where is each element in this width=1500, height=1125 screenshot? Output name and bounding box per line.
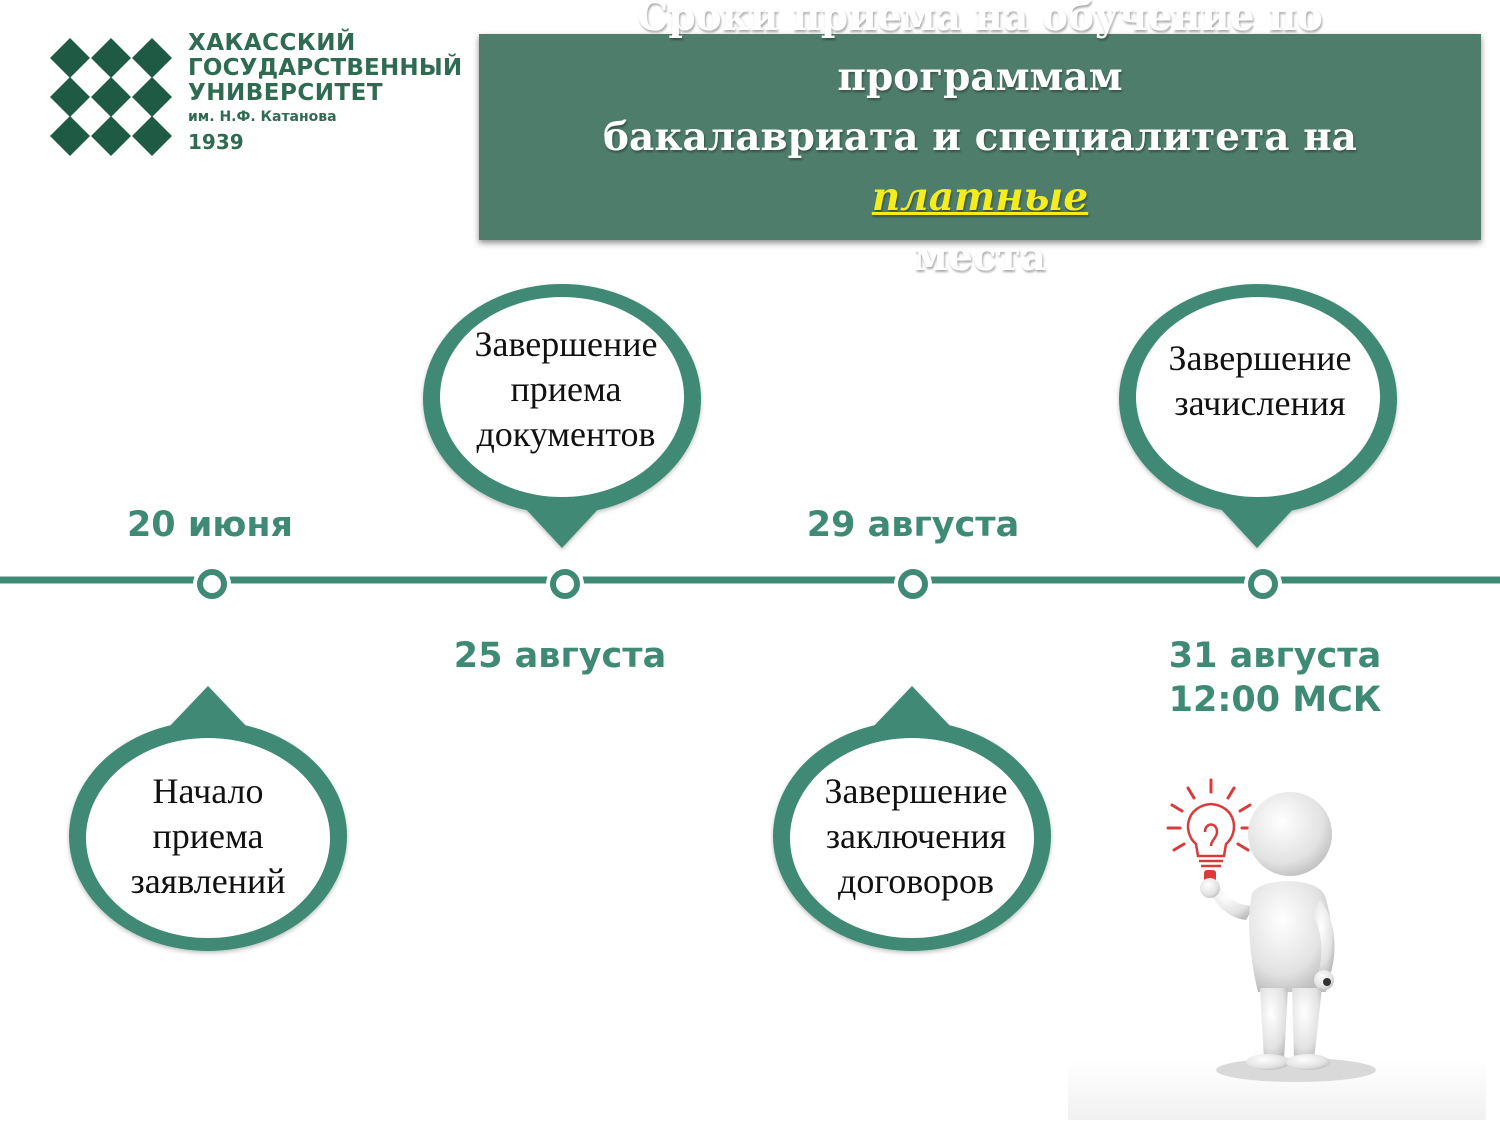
- timeline-node-2: [546, 565, 584, 603]
- bubble-1-line-3: заявлений: [130, 861, 286, 901]
- bubble-2-line-2: приема: [510, 369, 622, 409]
- title-part-2: бакалавриата и специалитета на: [603, 114, 1357, 160]
- title-part-1: Сроки приема на обучение по программам: [637, 0, 1323, 100]
- bubble-3-line-3: договоров: [838, 861, 994, 901]
- logo-line-2: ГОСУДАРСТВЕННЫЙ: [188, 55, 463, 81]
- bubble-1-line-1: Начало: [152, 771, 264, 811]
- bubble-2-line-3: документов: [476, 414, 656, 454]
- bubble-2-line-1: Завершение: [474, 324, 658, 364]
- logo-line-5: 1939: [188, 130, 244, 154]
- bubble-label-1: [88, 769, 328, 904]
- date-4: [1150, 634, 1400, 722]
- bubble-1-line-2: приема: [152, 816, 264, 856]
- title-part-3: места: [914, 234, 1046, 280]
- date-2: 25 августа: [453, 636, 667, 676]
- bubble-3-line-1: Завершение: [824, 771, 1008, 811]
- title-highlight: платные: [871, 174, 1089, 220]
- bubble-label-3: [796, 769, 1036, 904]
- timeline-node-4: [1244, 565, 1282, 603]
- date-4-time: 12:00 МСК: [1168, 680, 1382, 720]
- date-3: 29 августа: [806, 505, 1020, 545]
- date-1: 20 июня: [126, 505, 294, 545]
- bubble-3-line-2: заключения: [825, 816, 1007, 856]
- bubble-label-4: [1140, 336, 1380, 426]
- logo-line-3: УНИВЕРСИТЕТ: [188, 80, 384, 106]
- bubble-label-2: [446, 322, 686, 457]
- logo-line-4: им. Н.Ф. Катанова: [188, 109, 337, 125]
- bubble-4-line-1: Завершение: [1168, 338, 1352, 378]
- logo-line-1: ХАКАССКИЙ: [188, 30, 356, 56]
- timeline-node-1: [193, 565, 231, 603]
- timeline-node-3: [894, 565, 932, 603]
- date-4-day: 31 августа: [1168, 636, 1382, 676]
- person-with-lightbulb-icon: [1068, 770, 1486, 1120]
- bubble-4-line-2: зачисления: [1174, 383, 1346, 423]
